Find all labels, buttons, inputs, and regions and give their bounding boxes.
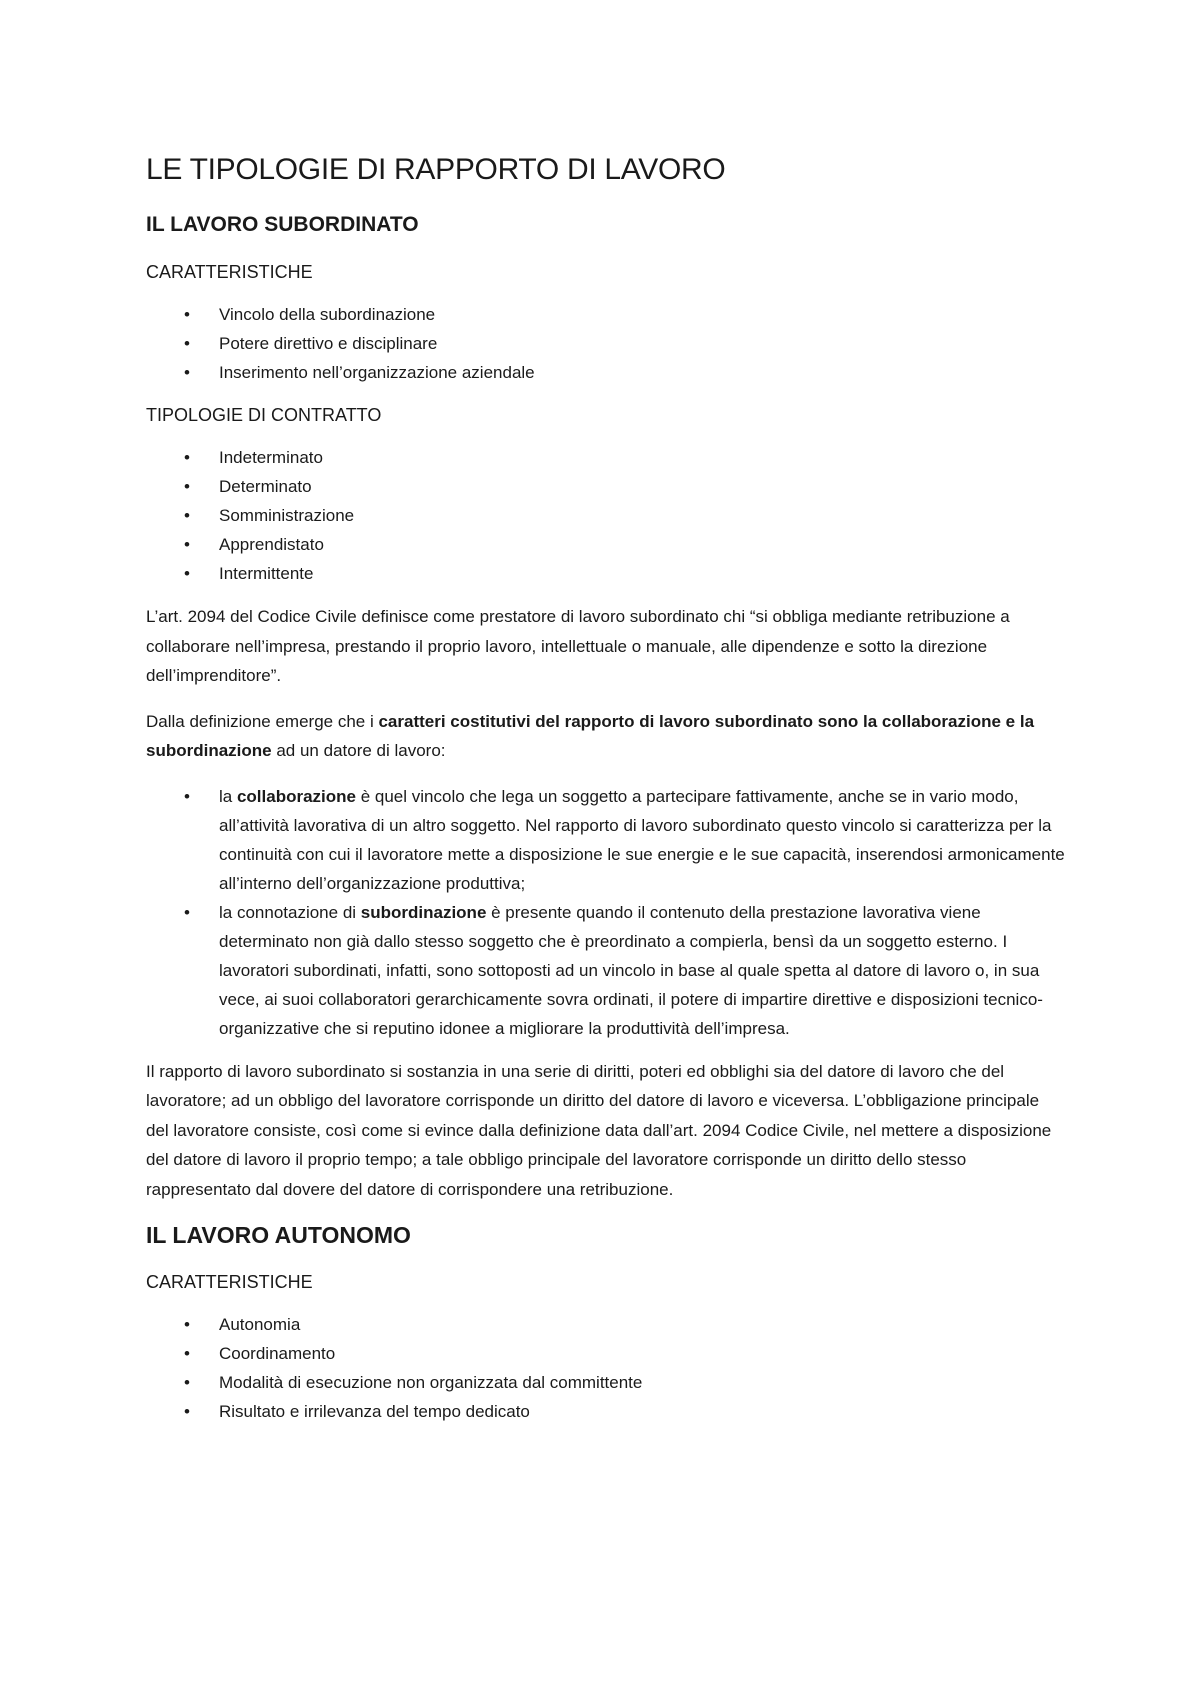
text-run: è quel vincolo che lega un soggetto a partecipare fattivamente, anche se in vario modo, all’attività lavorativa di un altro soggetto. Nel rapporto di lavoro subordinato questo vincolo si caratterizza per la continuità con cui il lavoratore mette a disposizione le sue energie e le sue capacità, inserendosi armonicamente all’interno dell’organizzazione produttiva; bbox=[219, 786, 1065, 893]
list-item-subordinazione bbox=[146, 898, 1066, 1043]
section-heading-subordinato: IL LAVORO SUBORDINATO bbox=[146, 213, 419, 236]
document-title: LE TIPOLOGIE DI RAPPORTO DI LAVORO bbox=[146, 153, 726, 186]
subheading-tipologie-contratto: TIPOLOGIE DI CONTRATTO bbox=[146, 405, 382, 425]
list-item: • Inserimento nell’organizzazione aziendale bbox=[146, 358, 1066, 387]
text-run: Dalla definizione emerge che i bbox=[146, 711, 379, 731]
list-item: • Intermittente bbox=[146, 559, 1066, 588]
paragraph-diritti-obblighi: Il rapporto di lavoro subordinato si sostanzia in una serie di diritti, poteri ed obblighi sia del datore di lavoro che del lavoratore; ad un obbligo del lavoratore corrisponde un diritto del datore di lavoro e viceversa. L’obbligazione principale del lavoratore consiste, così come si evince dalla definizione data dall’art. 2094 Codice Civile, nel mettere a disposizione del datore di lavoro il proprio tempo; a tale obbligo principale del lavoratore corrisponde un diritto dello stesso rappresentato dal dovere del datore di corrispondere una retribuzione. bbox=[146, 1061, 1052, 1199]
caratteristiche-list bbox=[146, 300, 1066, 387]
text-run: la bbox=[219, 786, 237, 806]
document-content bbox=[146, 150, 1066, 1440]
list-item: • Apprendistato bbox=[146, 530, 1066, 559]
list-item-collaborazione bbox=[146, 782, 1066, 898]
section-heading-autonomo: IL LAVORO AUTONOMO bbox=[146, 1222, 411, 1248]
paragraph-definizione: L’art. 2094 del Codice Civile definisce come prestatore di lavoro subordinato chi “si obbliga mediante retribuzione a collaborare nell’impresa, prestando il proprio lavoro, intellettuale o manuale, alle dipendenze e sotto la direzione dell’imprenditore”. bbox=[146, 607, 1010, 685]
points-list bbox=[146, 782, 1066, 1043]
text-run: è presente quando il contenuto della prestazione lavorativa viene determinato non già dallo stesso soggetto che è preordinato a compierla, bensì da un soggetto esterno. I lavoratori subordinati, infatti, sono sottoposti ad un vincolo in base al quale spetta al datore di lavoro o, in sua vece, ai suoi collaboratori gerarchicamente sovra ordinati, il potere di impartire direttive e disposizioni tecnico-organizzative che si reputino idonee a migliorare la produttività dell’impresa. bbox=[219, 902, 1043, 1038]
list-item: • Potere direttivo e disciplinare bbox=[146, 329, 1066, 358]
bold-text: collaborazione bbox=[236, 786, 356, 806]
list-item: • Indeterminato bbox=[146, 443, 1066, 472]
text-run: ad un datore di lavoro: bbox=[271, 741, 446, 760]
list-item: • Risultato e irrilevanza del tempo dedicato bbox=[146, 1397, 1066, 1426]
list-item: • Vincolo della subordinazione bbox=[146, 300, 1066, 329]
list-item: • Modalità di esecuzione non organizzata dal committente bbox=[146, 1368, 1066, 1397]
bold-text: subordinazione bbox=[360, 902, 487, 922]
list-item: • Somministrazione bbox=[146, 501, 1066, 530]
list-item: • Autonomia bbox=[146, 1310, 1066, 1339]
bold-text: caratteri costitutivi del rapporto di lavoro subordinato sono la collaborazione e la subordinazione bbox=[146, 711, 1035, 760]
subheading-caratteristiche-autonomo: CARATTERISTICHE bbox=[146, 1272, 313, 1292]
subheading-caratteristiche: CARATTERISTICHE bbox=[146, 262, 313, 282]
list-item: • Coordinamento bbox=[146, 1339, 1066, 1368]
list-item: • Determinato bbox=[146, 472, 1066, 501]
contratti-list bbox=[146, 443, 1066, 588]
text-run: la connotazione di bbox=[219, 902, 361, 922]
paragraph-caratteri bbox=[146, 707, 1066, 766]
caratteristiche-autonomo-list bbox=[146, 1310, 1066, 1426]
